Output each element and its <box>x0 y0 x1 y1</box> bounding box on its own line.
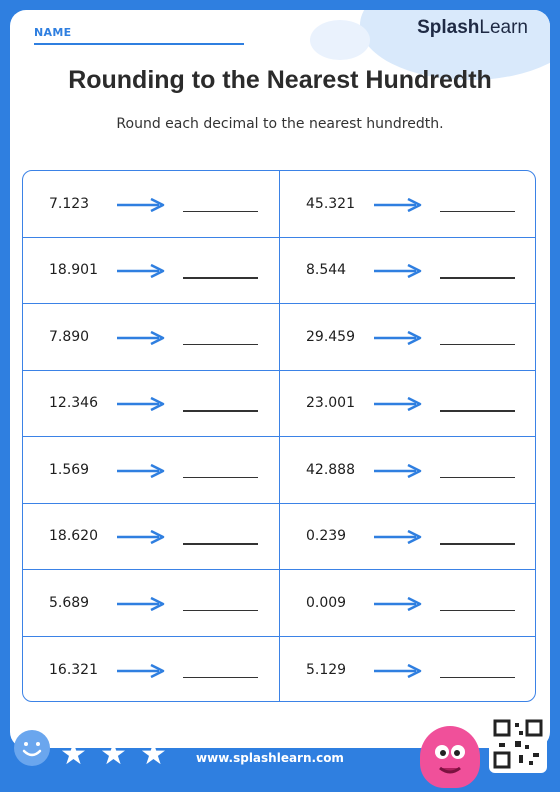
right-arrow-icon <box>372 330 422 344</box>
decimal-value: 1.569 <box>49 461 90 478</box>
answer-blank[interactable] <box>440 543 515 545</box>
answer-blank[interactable] <box>183 477 258 479</box>
answer-blank[interactable] <box>440 211 515 213</box>
problem-row <box>23 171 535 238</box>
problem-cell <box>279 504 535 570</box>
answer-blank[interactable] <box>440 410 515 412</box>
star-icon: ★ <box>140 737 167 772</box>
logo-light-text: Learn <box>479 17 528 38</box>
problem-cell <box>23 570 279 636</box>
problem-cell <box>23 437 279 503</box>
footer-url: www.splashlearn.com <box>196 751 344 765</box>
answer-blank[interactable] <box>440 610 515 612</box>
star-icon: ★ <box>100 737 127 772</box>
decimal-value: 42.888 <box>306 461 355 478</box>
right-arrow-icon <box>115 396 165 410</box>
problem-cell <box>279 637 535 703</box>
qr-code-icon[interactable] <box>489 715 547 773</box>
right-arrow-icon <box>115 663 165 677</box>
answer-blank[interactable] <box>183 211 258 213</box>
right-arrow-icon <box>115 263 165 277</box>
worksheet-instructions: Round each decimal to the nearest hundredth. <box>116 116 444 132</box>
problem-cell <box>279 238 535 304</box>
decimal-value: 5.129 <box>306 661 347 678</box>
problem-cell <box>279 570 535 636</box>
decimal-value: 18.620 <box>49 528 98 545</box>
right-arrow-icon <box>372 663 422 677</box>
name-label: NAME <box>34 26 72 39</box>
right-arrow-icon <box>372 263 422 277</box>
problem-cell <box>23 238 279 304</box>
problem-grid <box>22 170 536 702</box>
right-arrow-icon <box>372 463 422 477</box>
decimal-value: 45.321 <box>306 195 355 212</box>
right-arrow-icon <box>372 396 422 410</box>
problem-cell <box>23 637 279 703</box>
right-arrow-icon <box>372 596 422 610</box>
problem-cell <box>23 171 279 237</box>
monster-mascot-icon <box>420 726 480 788</box>
problem-cell <box>279 304 535 370</box>
answer-blank[interactable] <box>183 677 258 679</box>
decimal-value: 5.689 <box>49 594 90 611</box>
problem-row <box>23 437 535 504</box>
right-arrow-icon <box>115 529 165 543</box>
decimal-value: 16.321 <box>49 661 98 678</box>
answer-blank[interactable] <box>183 277 258 279</box>
right-arrow-icon <box>115 197 165 211</box>
worksheet-title: Rounding to the Nearest Hundredth <box>68 66 492 94</box>
decimal-value: 18.901 <box>49 262 98 279</box>
answer-blank[interactable] <box>183 610 258 612</box>
problem-cell <box>23 304 279 370</box>
right-arrow-icon <box>115 596 165 610</box>
answer-blank[interactable] <box>440 677 515 679</box>
logo-bold-text: Splash <box>417 17 480 38</box>
answer-blank[interactable] <box>440 477 515 479</box>
problem-row <box>23 304 535 371</box>
problem-cell <box>279 437 535 503</box>
problem-cell <box>23 504 279 570</box>
problem-cell <box>279 171 535 237</box>
right-arrow-icon <box>372 529 422 543</box>
answer-blank[interactable] <box>183 410 258 412</box>
decimal-value: 23.001 <box>306 395 355 412</box>
name-field-line[interactable] <box>34 43 244 45</box>
problem-row <box>23 570 535 637</box>
decimal-value: 7.890 <box>49 328 90 345</box>
problem-row <box>23 637 535 703</box>
worksheet-sheet <box>10 10 550 748</box>
answer-blank[interactable] <box>440 277 515 279</box>
header-cloud-small <box>310 20 370 60</box>
decimal-value: 0.239 <box>306 528 347 545</box>
star-icon: ★ <box>60 737 87 772</box>
splashlearn-logo <box>417 17 528 39</box>
right-arrow-icon <box>115 463 165 477</box>
right-arrow-icon <box>372 197 422 211</box>
decimal-value: 0.009 <box>306 594 347 611</box>
answer-blank[interactable] <box>183 543 258 545</box>
problem-row <box>23 371 535 438</box>
decimal-value: 7.123 <box>49 195 90 212</box>
problem-row <box>23 504 535 571</box>
answer-blank[interactable] <box>440 344 515 346</box>
problem-row <box>23 238 535 305</box>
problem-cell <box>279 371 535 437</box>
decimal-value: 8.544 <box>306 262 347 279</box>
answer-blank[interactable] <box>183 344 258 346</box>
decimal-value: 29.459 <box>306 328 355 345</box>
right-arrow-icon <box>115 330 165 344</box>
problem-cell <box>23 371 279 437</box>
decimal-value: 12.346 <box>49 395 98 412</box>
